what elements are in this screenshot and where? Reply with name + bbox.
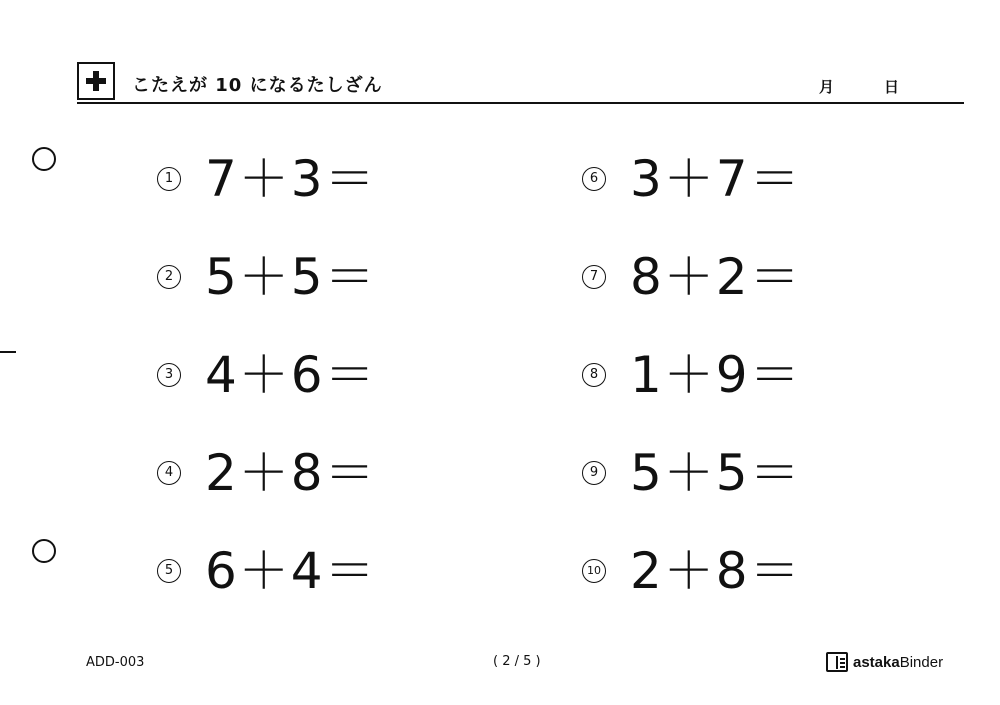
problem-item: [157, 248, 517, 311]
problem-number: 10: [582, 559, 606, 583]
problem-expression: 3＋7＝: [630, 150, 802, 208]
problem-item: [582, 248, 942, 311]
problem-number: 8: [582, 363, 606, 387]
logo-brand-text: astaka: [853, 653, 900, 671]
problem-number: 9: [582, 461, 606, 485]
problem-number: 7: [582, 265, 606, 289]
problem-item: [582, 444, 942, 507]
problem-number: 2: [157, 265, 181, 289]
logo-suffix-text: Binder: [899, 653, 944, 671]
problem-number: 4: [157, 461, 181, 485]
problem-expression: 6＋4＝: [205, 542, 377, 600]
problem-number: 5: [157, 559, 181, 583]
problem-item: [157, 444, 517, 507]
problem-expression: 5＋5＝: [205, 248, 377, 306]
problem-number: 1: [157, 167, 181, 191]
problem-expression: 2＋8＝: [630, 542, 802, 600]
problem-item: [157, 542, 517, 605]
problem-expression: 5＋5＝: [630, 444, 802, 502]
worksheet-title: こたえが 10 になるたしざん: [132, 75, 383, 96]
problem-expression: 4＋6＝: [205, 346, 377, 404]
problem-expression: 2＋8＝: [205, 444, 377, 502]
problem-item: [582, 346, 942, 409]
problem-expression: 1＋9＝: [630, 346, 802, 404]
brand-logo: [826, 650, 943, 674]
binder-book-icon: [826, 652, 848, 672]
problem-item: [157, 150, 517, 213]
month-label: 月: [819, 78, 835, 96]
problem-expression: 7＋3＝: [205, 150, 377, 208]
page-indicator: ( 2 / 5 ): [493, 654, 541, 669]
problem-number: 3: [157, 363, 181, 387]
problem-number: 6: [582, 167, 606, 191]
problem-item: [157, 346, 517, 409]
worksheet-code: ADD-003: [86, 655, 145, 670]
problem-item: [582, 542, 942, 605]
problem-item: [582, 150, 942, 213]
problem-expression: 8＋2＝: [630, 248, 802, 306]
day-label: 日: [884, 78, 900, 96]
